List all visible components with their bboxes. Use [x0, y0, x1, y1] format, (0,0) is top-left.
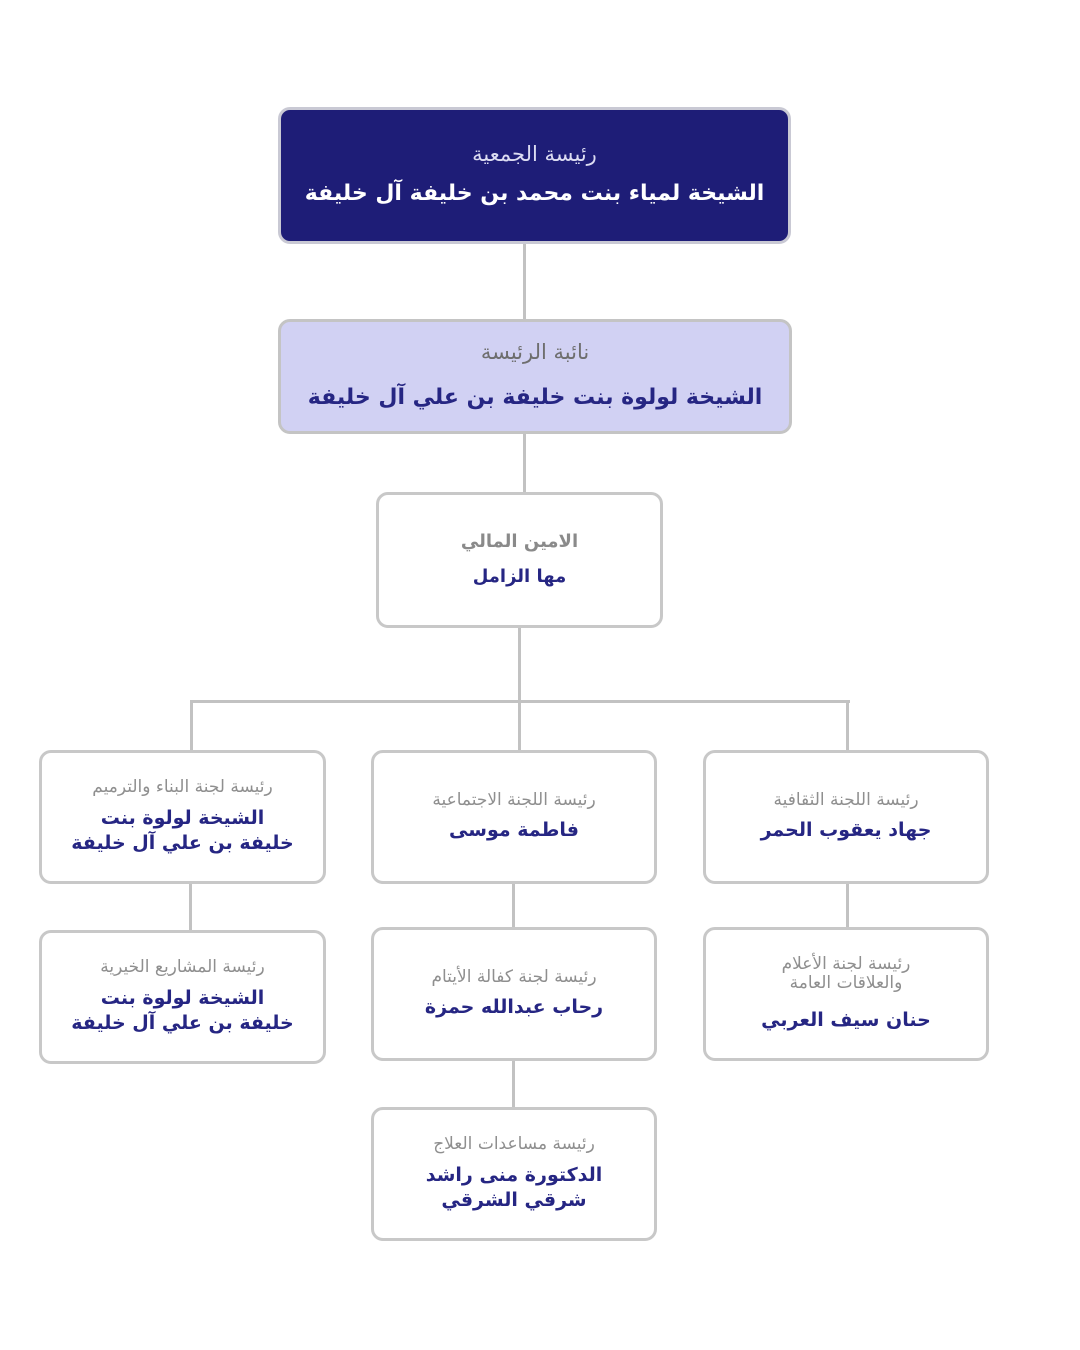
- orphans-committee-title: رئيسة لجنة كفالة الأيتام: [431, 966, 597, 987]
- president-name: الشيخة لمياء بنت محمد بن خليفة آل خليفة: [304, 181, 765, 207]
- building-committee-title: رئيسة لجنة البناء والترميم: [92, 777, 273, 798]
- connector-bus-cultural: [846, 700, 849, 752]
- charity-projects-name-line2: خليفة بن علي آل خليفة: [71, 1012, 294, 1035]
- medical-aid-box: [371, 1107, 657, 1241]
- charity-projects-name: [71, 986, 293, 1037]
- cultural-committee-name: جهاد يعقوب الحمر: [760, 819, 932, 842]
- media-committee-box: [703, 927, 989, 1061]
- vice-president-name: الشيخة لولوة بنت خليفة بن علي آل خليفة: [307, 385, 763, 411]
- cultural-committee-box: [703, 750, 989, 884]
- president-title: رئيسة الجمعية: [472, 142, 597, 167]
- social-committee-box: [371, 750, 657, 884]
- treasurer-title: الامين المالي: [460, 531, 579, 553]
- media-committee-title: [782, 955, 911, 994]
- connector-social-orphans: [512, 882, 515, 930]
- medical-aid-name-line1: الدكتورة منى راشد: [425, 1163, 603, 1186]
- social-committee-name: فاطمة موسى: [449, 819, 579, 842]
- vice-president-box: [278, 319, 792, 434]
- connector-vice-treasurer: [523, 432, 526, 495]
- connector-bus-building: [190, 700, 193, 752]
- media-committee-name: حنان سيف العربي: [761, 1008, 931, 1031]
- media-committee-title-line1: رئيسة لجنة الأعلام: [781, 953, 911, 974]
- medical-aid-title: رئيسة مساعدات العلاج: [433, 1134, 595, 1155]
- vice-president-title: نائبة الرئيسة: [480, 340, 590, 365]
- media-committee-title-line2: والعلاقات العامة: [789, 973, 903, 994]
- cultural-committee-title: رئيسة اللجنة الثقافية: [773, 789, 919, 810]
- connector-president-vice: [523, 242, 526, 322]
- treasurer-box: [376, 492, 663, 628]
- building-committee-name-line2: خليفة بن علي آل خليفة: [71, 832, 294, 855]
- president-box: [278, 107, 791, 244]
- connector-treasurer-bus: [518, 626, 521, 704]
- social-committee-title: رئيسة اللجنة الاجتماعية: [432, 789, 596, 810]
- medical-aid-name-line2: شرقي الشرقي: [441, 1189, 587, 1212]
- building-committee-name-line1: الشيخة لولوة بنت: [100, 806, 265, 829]
- connector-cultural-media: [846, 882, 849, 930]
- charity-projects-title: رئيسة المشاريع الخيرية: [100, 957, 265, 978]
- building-committee-box: [39, 750, 326, 884]
- charity-projects-box: [39, 930, 326, 1064]
- building-committee-name: [71, 806, 293, 857]
- orphans-committee-name: رحاب عبدالله حمزة: [424, 996, 604, 1019]
- connector-orphans-medical: [512, 1059, 515, 1109]
- charity-projects-name-line1: الشيخة لولوة بنت: [100, 986, 265, 1009]
- orphans-committee-box: [371, 927, 657, 1061]
- treasurer-name: مها الزامل: [472, 565, 567, 587]
- connector-bus-social: [518, 700, 521, 752]
- medical-aid-name: [426, 1163, 603, 1214]
- connector-building-charity: [189, 882, 192, 932]
